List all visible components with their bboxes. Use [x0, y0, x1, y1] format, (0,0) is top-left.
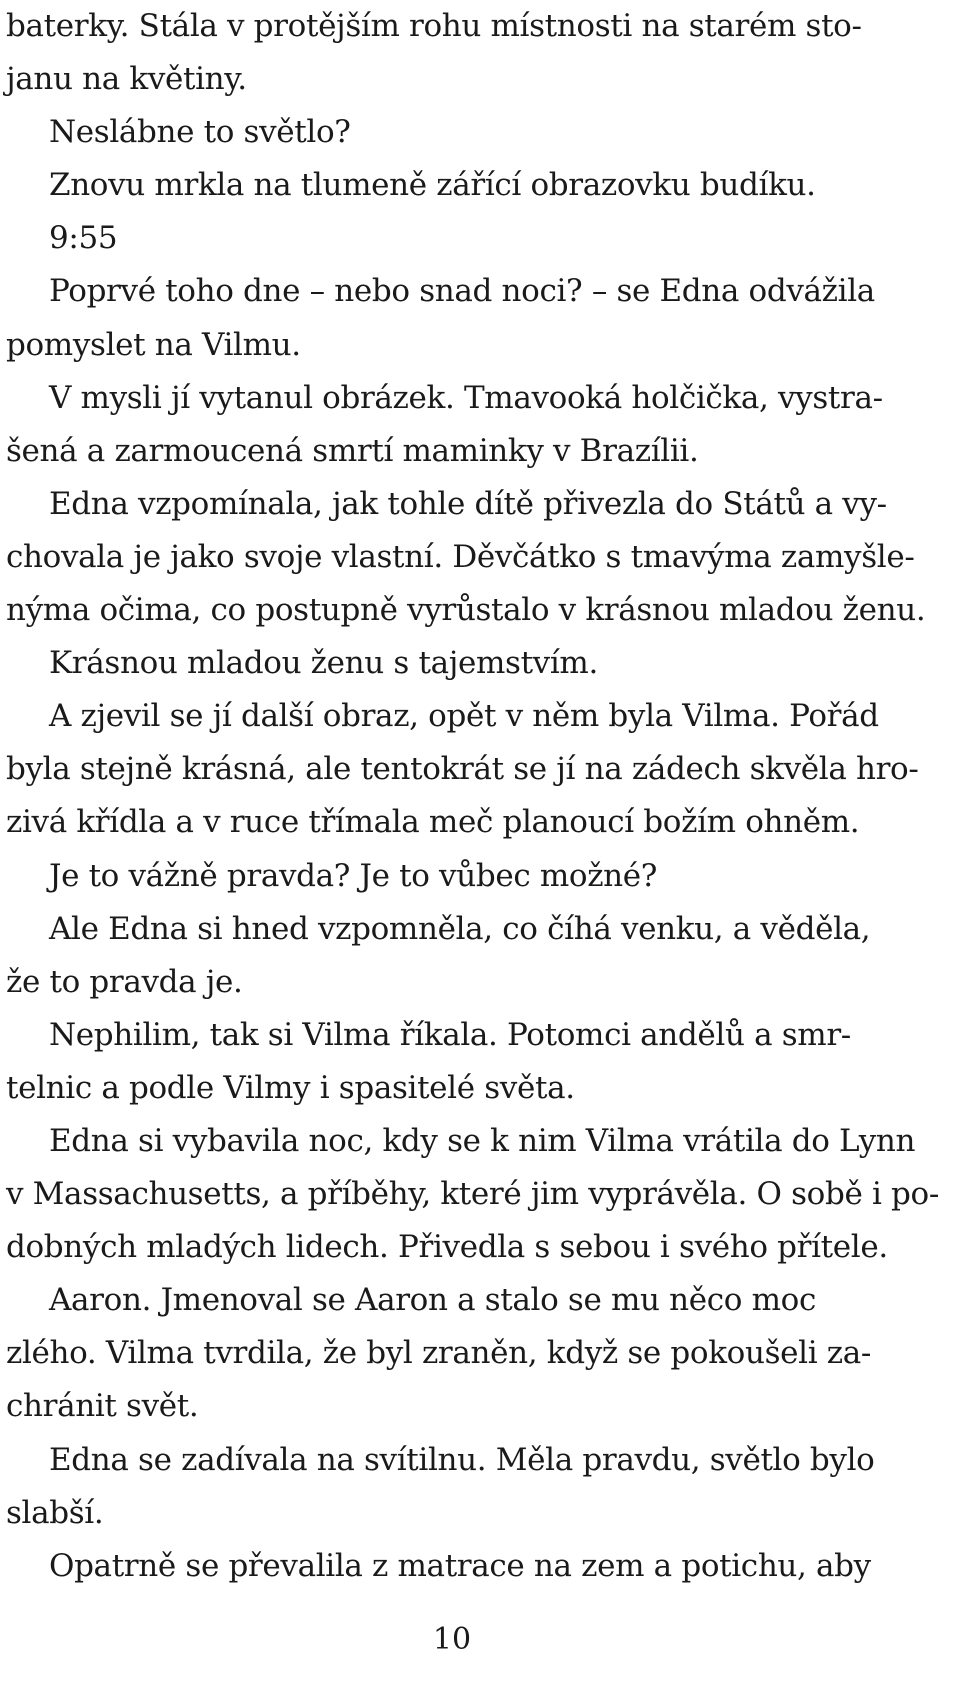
text-line: pomyslet na Vilmu.	[6, 326, 301, 363]
text-line: chránit svět.	[6, 1388, 199, 1425]
text-line: chovala je jako svoje vlastní. Děvčátko s tmavýma zamyšle-	[6, 538, 915, 575]
text-line: šená a zarmoucená smrtí maminky v Brazílii.	[6, 432, 699, 469]
text-line: byla stejně krásná, ale tentokrát se jí na zádech skvěla hro-	[6, 751, 919, 788]
text-line: slabší.	[6, 1494, 104, 1531]
text-line: Ale Edna si hned vzpomněla, co číhá venku, a věděla,	[49, 910, 871, 947]
text-line: Poprvé toho dne – nebo snad noci? – se Edna odvážila	[49, 273, 875, 310]
text-line: Nephilim, tak si Vilma říkala. Potomci andělů a smr-	[49, 1016, 851, 1053]
text-line: dobných mladých lidech. Přivedla s sebou i svého přítele.	[6, 1229, 888, 1266]
text-line: Znovu mrkla na tlumeně zářící obrazovku budíku.	[49, 167, 816, 204]
text-line: zlého. Vilma tvrdila, že byl zraněn, když se pokoušeli za-	[6, 1335, 872, 1372]
text-line: janu na květiny.	[6, 61, 247, 98]
text-line: Je to vážně pravda? Je to vůbec možné?	[49, 857, 658, 894]
text-line: nýma očima, co postupně vyrůstalo v krásnou mladou ženu.	[6, 592, 926, 629]
page-number: 10	[432, 1622, 472, 1657]
text-line: Neslábne to světlo?	[49, 114, 351, 151]
text-line: Edna se zadívala na svítilnu. Měla pravdu, světlo bylo	[49, 1441, 875, 1478]
text-line: Opatrně se převalila z matrace na zem a potichu, aby	[49, 1547, 871, 1584]
text-line: A zjevil se jí další obraz, opět v něm byla Vilma. Pořád	[49, 698, 879, 735]
text-line: zivá křídla a v ruce třímala meč planoucí božím ohněm.	[6, 804, 860, 841]
text-line: Edna si vybavila noc, kdy se k nim Vilma vrátila do Lynn	[49, 1122, 916, 1159]
text-line: V mysli jí vytanul obrázek. Tmavooká holčička, vystra-	[49, 379, 883, 416]
body-text	[6, 0, 956, 1593]
text-line: Edna vzpomínala, jak tohle dítě přivezla do Států a vy-	[49, 485, 887, 522]
text-line: v Massachusetts, a příběhy, které jim vyprávěla. O sobě i po-	[6, 1176, 939, 1213]
text-line: baterky. Stála v protějším rohu místnosti na starém sto-	[6, 8, 862, 44]
text-line: Aaron. Jmenoval se Aaron a stalo se mu něco moc	[49, 1282, 816, 1319]
text-line: 9:55	[49, 220, 118, 257]
text-line: telnic a podle Vilmy i spasitelé světa.	[6, 1069, 575, 1106]
text-line: Krásnou mladou ženu s tajemstvím.	[49, 645, 598, 682]
text-line: že to pravda je.	[6, 963, 243, 1000]
